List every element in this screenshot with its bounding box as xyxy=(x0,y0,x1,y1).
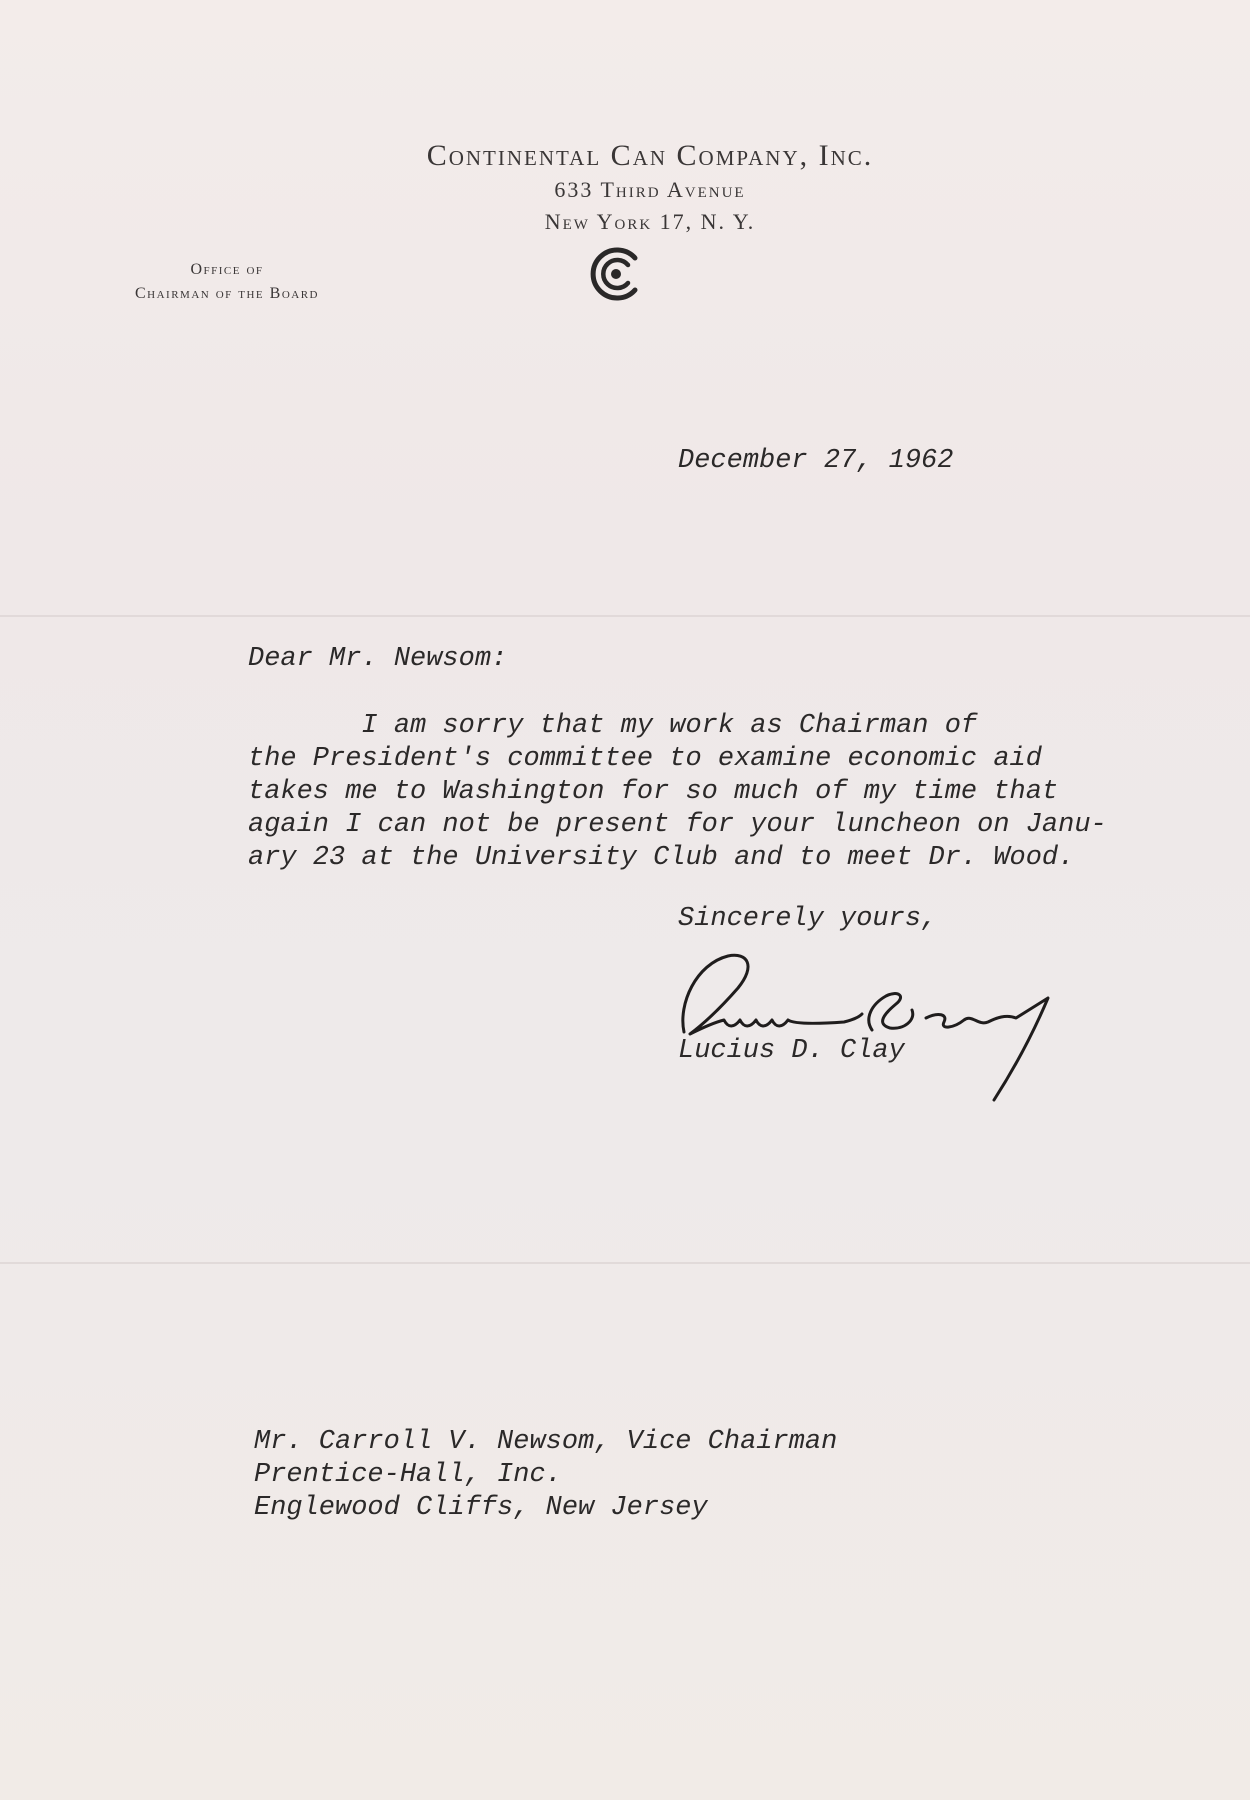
salutation: Dear Mr. Newsom: xyxy=(248,644,508,674)
address-line: Englewood Cliffs, New Jersey xyxy=(254,1493,708,1523)
office-line-2: Chairman of the Board xyxy=(134,285,319,302)
body-line: takes me to Washington for so much of my time that xyxy=(248,777,1059,807)
handwritten-signature xyxy=(676,944,1066,1104)
body-line: I am sorry that my work as Chairman of xyxy=(248,711,978,741)
recipient-address xyxy=(254,1426,837,1525)
letter-date: December 27, 1962 xyxy=(678,446,954,476)
letterhead xyxy=(0,138,1250,238)
address-line: Prentice-Hall, Inc. xyxy=(254,1460,562,1490)
office-block xyxy=(92,258,362,306)
company-city: New York 17, N. Y. xyxy=(544,209,756,234)
paper-fold-line xyxy=(0,1262,1250,1264)
cc-monogram-icon xyxy=(588,246,644,302)
signer-name: Lucius D. Clay xyxy=(678,1036,905,1066)
body-line: ary 23 at the University Club and to meet Dr. Wood. xyxy=(248,843,1075,873)
address-line: Mr. Carroll V. Newsom, Vice Chairman xyxy=(254,1427,838,1457)
company-name: Continental Can Company, Inc. xyxy=(426,139,874,172)
body-line: again I can not be present for your luncheon on Janu- xyxy=(248,810,1107,840)
closing: Sincerely yours, xyxy=(678,904,938,934)
body-line: the President's committee to examine economic aid xyxy=(248,744,1042,774)
paper-fold-line xyxy=(0,615,1250,617)
office-line-1: Office of xyxy=(190,261,264,278)
letter-body xyxy=(248,710,1107,875)
company-street: 633 Third Avenue xyxy=(554,177,746,202)
